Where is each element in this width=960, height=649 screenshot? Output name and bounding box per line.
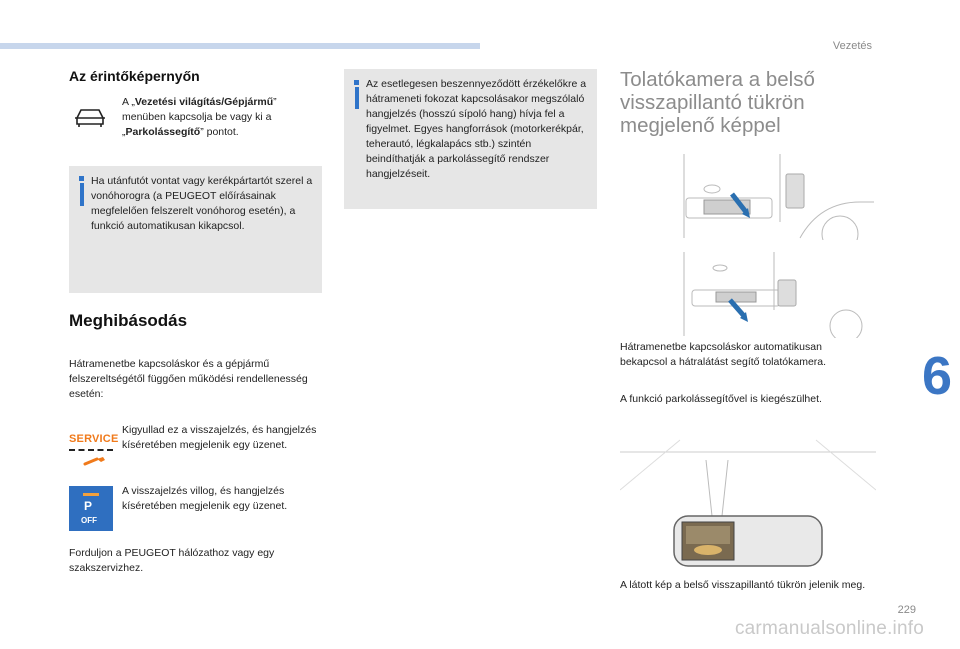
touchscreen-instruction: A „Vezetési világítás/Gépjármű” menüben kapcsolja be vagy ki a „Parkolássegítő” pontot.	[122, 96, 277, 138]
fault-heading: Meghibásodás	[69, 311, 188, 330]
info-icon	[355, 87, 359, 109]
towbar-note-box	[69, 166, 322, 293]
camera-para-3: A látott kép a belső visszapillantó tükrön jelenik meg.	[620, 579, 866, 591]
service-wrench-icon: SERVICE	[69, 430, 113, 470]
info-icon-dot	[354, 80, 359, 85]
sensor-note-text: Az esetlegesen beszennyeződött érzékelőkre a hátrameneti fokozat kapcsolásakor megszólaló hangjelzés (hosszú sípoló hang) hívja fel a figyelmet. Egyes hangforrások (motorkerékpár, teherautó, légkalapács stb.) szintén beindíthatják a parkolássegítő rendszer hangjelzéseit.	[366, 78, 587, 180]
chapter-number: 6	[921, 346, 952, 406]
car-front-icon	[73, 106, 107, 128]
poff-warning-text: A visszajelzés villog, és hangjelzés kíséretében megjelenik egy üzenet.	[122, 485, 288, 512]
watermark: carmanualsonline.info	[734, 618, 924, 639]
contact-text: Forduljon a PEUGEOT hálózathoz vagy egy szakszervizhez.	[69, 547, 275, 574]
section-title: Vezetés	[832, 40, 872, 52]
sensor-note-box	[344, 69, 597, 209]
van-rear-camera-illustration-2	[680, 250, 874, 338]
fault-intro: Hátramenetbe kapcsoláskor és a gépjármű felszereltségétől függően működési rendellenesség esetén:	[69, 358, 308, 400]
page-number: 229	[897, 604, 916, 616]
park-assist-off-icon: P OFF	[69, 486, 113, 531]
camera-para-2: A funkció parkolássegítővel is kiegészülhet.	[620, 393, 822, 405]
service-warning-text: Kigyullad ez a visszajelzés, és hangjelzés kíséretében megjelenik egy üzenet.	[122, 424, 317, 451]
touchscreen-heading: Az érintőképernyőn	[69, 68, 200, 84]
van-rear-camera-illustration	[680, 152, 874, 240]
info-icon	[80, 183, 84, 206]
towbar-note-text: Ha utánfutót vontat vagy kerékpártartót szerel a vonóhorogra (a PEUGEOT előírásainak megfelelően felszerelt vonóhorog esetén), a funkció automatikusan kikapcsol.	[91, 175, 313, 232]
rearview-mirror-illustration	[620, 430, 876, 574]
camera-para-1: Hátramenetbe kapcsoláskor automatikusan bekapcsol a hátralátást segítő tolatókamera.	[620, 341, 827, 368]
info-icon-dot	[79, 176, 84, 181]
top-color-bar	[0, 43, 480, 49]
camera-title: Tolatókamera a belső visszapillantó tükrön megjelenő képpel	[620, 68, 815, 137]
